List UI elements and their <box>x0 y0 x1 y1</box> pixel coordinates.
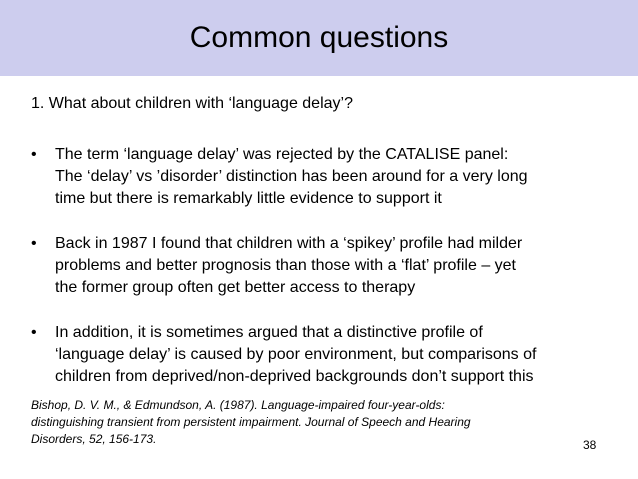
slide-title: Common questions <box>189 21 449 54</box>
bullet-dot-icon: • <box>31 235 37 252</box>
bullet-text-line: the former group often get better access to therapy <box>55 279 416 296</box>
bullet-text-line: time but there is remarkably little evidence to support it <box>55 190 442 207</box>
bullet-item <box>31 322 611 388</box>
page-number: 38 <box>583 438 597 452</box>
bullet-text-line: ‘language delay’ is caused by poor environment, but comparisons of <box>55 346 537 363</box>
question-heading: 1. What about children with ‘language delay’? <box>31 95 353 112</box>
bullet-text-line: children from deprived/non-deprived backgrounds don’t support this <box>55 368 534 385</box>
bullet-item <box>31 144 611 210</box>
bullet-dot-icon: • <box>31 324 37 341</box>
bullet-text-line: In addition, it is sometimes argued that a distinctive profile of <box>55 324 483 341</box>
reference-line: Disorders, 52, 156-173. <box>31 432 157 446</box>
reference-line: Bishop, D. V. M., & Edmundson, A. (1987). Language-impaired four-year-olds: <box>31 398 445 412</box>
reference-citation <box>31 397 571 448</box>
bullet-dot-icon: • <box>31 146 37 163</box>
bullet-item <box>31 233 611 299</box>
title-bar <box>0 0 638 76</box>
bullet-text-line: The ‘delay’ vs ’disorder’ distinction has been around for a very long <box>55 168 528 185</box>
bullet-text-line: problems and better prognosis than those with a ‘flat’ profile – yet <box>55 257 516 274</box>
reference-line: distinguishing transient from persistent impairment. Journal of Speech and Hearing <box>31 415 471 429</box>
bullet-list <box>31 144 611 411</box>
bullet-text-line: The term ‘language delay’ was rejected by the CATALISE panel: <box>55 146 509 163</box>
bullet-text-line: Back in 1987 I found that children with a ‘spikey’ profile had milder <box>55 235 523 252</box>
